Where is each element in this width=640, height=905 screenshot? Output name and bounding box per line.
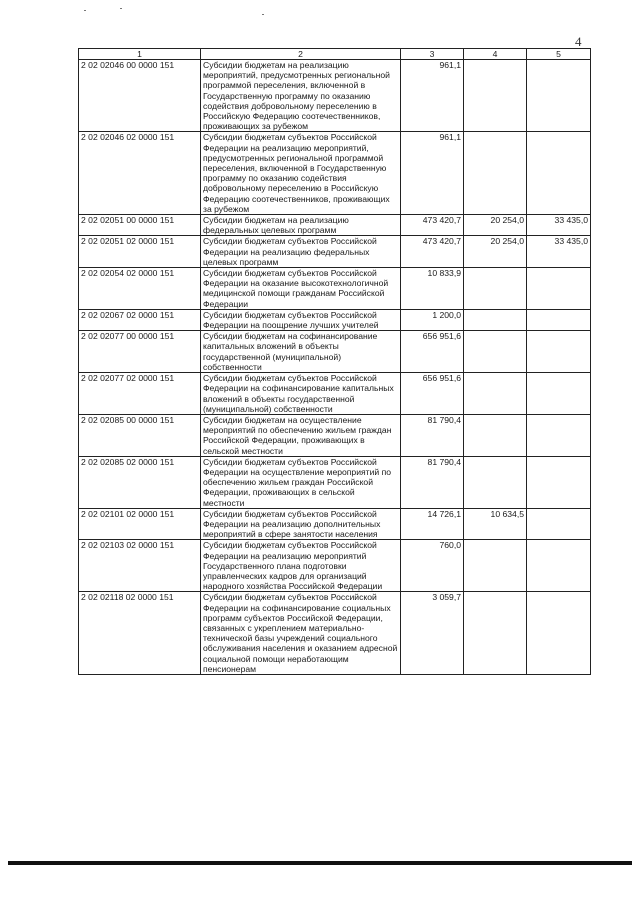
description: Субсидии бюджетам субъектов Российской Федерации на оказание высокотехнологичной медицинской помощи гражданам Российской Федерации [201,268,401,310]
budget-code: 2 02 02085 02 0000 151 [79,456,201,508]
amount-col-5 [527,331,591,373]
description: Субсидии бюджетам субъектов Российской Федерации на поощрение лучших учителей [201,309,401,330]
table-row [79,268,591,310]
budget-code: 2 02 02046 02 0000 151 [79,132,201,215]
budget-table [78,48,591,675]
amount-col-3: 760,0 [401,540,464,592]
amount-col-4 [464,60,527,132]
amount-col-5 [527,414,591,456]
scan-speck [120,8,122,9]
amount-col-3: 473 420,7 [401,236,464,268]
amount-col-5 [527,540,591,592]
amount-col-4 [464,540,527,592]
amount-col-5 [527,309,591,330]
scan-speck [84,10,86,11]
budget-code: 2 02 02103 02 0000 151 [79,540,201,592]
description: Субсидии бюджетам субъектов Российской Федерации на реализацию мероприятий Государственного плана подготовки управленческих кадров для организаций народного хозяйства Российской Федерации [201,540,401,592]
amount-col-5 [527,373,591,415]
amount-col-4 [464,309,527,330]
budget-code: 2 02 02051 02 0000 151 [79,236,201,268]
amount-col-5 [527,456,591,508]
amount-col-3: 473 420,7 [401,215,464,236]
table-row [79,508,591,540]
description: Субсидии бюджетам на софинансирование капитальных вложений в объекты государственной (муниципальной) собственности [201,331,401,373]
amount-col-3: 961,1 [401,60,464,132]
description: Субсидии бюджетам на реализацию федеральных целевых программ [201,215,401,236]
amount-col-3: 1 200,0 [401,309,464,330]
budget-code: 2 02 02046 00 0000 151 [79,60,201,132]
table-row [79,309,591,330]
table-row [79,132,591,215]
amount-col-3: 14 726,1 [401,508,464,540]
amount-col-4 [464,456,527,508]
bottom-rule [8,861,632,865]
amount-col-4 [464,331,527,373]
budget-code: 2 02 02085 00 0000 151 [79,414,201,456]
page-number: 4 [575,34,582,49]
table-row [79,540,591,592]
amount-col-4 [464,592,527,675]
amount-col-5 [527,592,591,675]
amount-col-5 [527,508,591,540]
amount-col-4: 20 254,0 [464,236,527,268]
table-row [79,236,591,268]
budget-code: 2 02 02054 02 0000 151 [79,268,201,310]
amount-col-5 [527,268,591,310]
budget-code: 2 02 02077 00 0000 151 [79,331,201,373]
budget-code: 2 02 02067 02 0000 151 [79,309,201,330]
header-col-2: 2 [201,49,401,60]
table-row [79,592,591,675]
description: Субсидии бюджетам субъектов Российской Федерации на реализацию дополнительных мероприятий в сфере занятости населения [201,508,401,540]
table-row [79,373,591,415]
budget-code: 2 02 02101 02 0000 151 [79,508,201,540]
header-col-5: 5 [527,49,591,60]
description: Субсидии бюджетам на осуществление мероприятий по обеспечению жильем граждан Российской Федерации, проживающих в сельской местности [201,414,401,456]
table-row [79,60,591,132]
amount-col-3: 961,1 [401,132,464,215]
amount-col-4 [464,373,527,415]
header-col-4: 4 [464,49,527,60]
header-col-3: 3 [401,49,464,60]
description: Субсидии бюджетам субъектов Российской Федерации на софинансирование капитальных вложений в объекты государственной (муниципальной) собственности [201,373,401,415]
amount-col-3: 10 833,9 [401,268,464,310]
table-row [79,414,591,456]
description: Субсидии бюджетам на реализацию мероприятий, предусмотренных региональной программой переселения, включенной в Государственную программу по оказанию содействия добровольному переселению в Российскую Федерацию соотечественников, проживающих за рубежом [201,60,401,132]
amount-col-5: 33 435,0 [527,236,591,268]
header-row [79,49,591,60]
amount-col-5 [527,60,591,132]
amount-col-4 [464,414,527,456]
amount-col-4: 10 634,5 [464,508,527,540]
table-row [79,331,591,373]
description: Субсидии бюджетам субъектов Российской Федерации на реализацию федеральных целевых программ [201,236,401,268]
amount-col-5 [527,132,591,215]
description: Субсидии бюджетам субъектов Российской Федерации на софинансирование социальных программ субъектов Российской Федерации, связанных с укреплением материально-технической базы учреждений социального обслуживания населения и оказанием адресной социальной помощи неработающим пенсионерам [201,592,401,675]
amount-col-3: 656 951,6 [401,373,464,415]
budget-code: 2 02 02077 02 0000 151 [79,373,201,415]
table-row [79,215,591,236]
description: Субсидии бюджетам субъектов Российской Федерации на осуществление мероприятий по обеспечению жильем граждан Российской Федерации, проживающих в сельской местности [201,456,401,508]
description: Субсидии бюджетам субъектов Российской Федерации на реализацию мероприятий, предусмотренных региональной программой переселения, включенной в Государственную программу по оказанию содействия добровольному переселению в Российскую Федерацию соотечественников, проживающих за рубежом [201,132,401,215]
amount-col-3: 3 059,7 [401,592,464,675]
amount-col-5: 33 435,0 [527,215,591,236]
scan-speck [262,14,264,15]
header-col-1: 1 [79,49,201,60]
amount-col-4: 20 254,0 [464,215,527,236]
amount-col-4 [464,132,527,215]
amount-col-3: 81 790,4 [401,456,464,508]
amount-col-3: 656 951,6 [401,331,464,373]
table-row [79,456,591,508]
amount-col-3: 81 790,4 [401,414,464,456]
budget-code: 2 02 02051 00 0000 151 [79,215,201,236]
budget-code: 2 02 02118 02 0000 151 [79,592,201,675]
amount-col-4 [464,268,527,310]
